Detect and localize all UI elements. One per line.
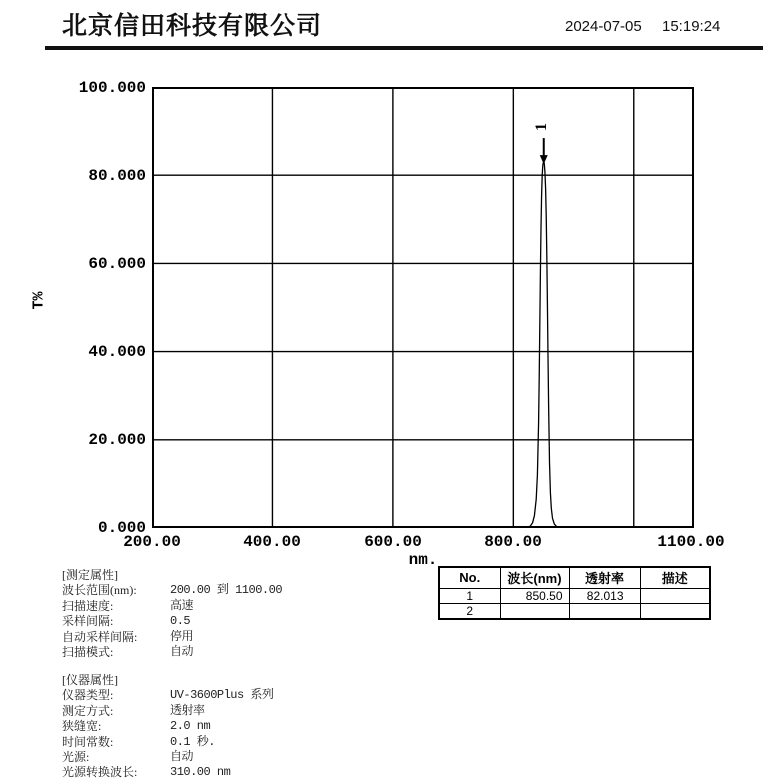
x-tick-800: 800.00	[484, 533, 542, 551]
peak-table-header-description: 描述	[640, 567, 710, 588]
peak-table-header-row	[439, 567, 710, 588]
property-label: 采样间隔:	[62, 614, 114, 629]
peak-2-no: 2	[439, 603, 500, 619]
property-row	[62, 583, 282, 598]
measurement-properties-block	[62, 568, 282, 660]
peak-1-description	[640, 588, 710, 603]
property-label: 波长范围(nm):	[62, 583, 137, 598]
y-tick-20: 20.000	[88, 431, 146, 449]
measurement-properties-title: [测定属性]	[62, 568, 118, 582]
property-value: 0.1 秒.	[170, 734, 216, 749]
y-tick-40: 40.000	[88, 343, 146, 361]
peak-2-transmittance	[569, 603, 640, 619]
property-label: 扫描模式:	[62, 645, 114, 660]
property-row	[62, 688, 273, 703]
peak-table-header-wavelength: 波长(nm)	[500, 567, 569, 588]
property-row	[62, 630, 282, 645]
property-value: 停用	[170, 629, 194, 644]
property-value: 透射率	[170, 703, 205, 718]
x-tick-200: 200.00	[123, 533, 181, 551]
property-label: 时间常数:	[62, 734, 114, 749]
header-divider	[45, 46, 763, 50]
y-tick-60: 60.000	[88, 255, 146, 273]
y-tick-0: 0.000	[97, 519, 146, 537]
y-tick-80: 80.000	[88, 167, 146, 185]
property-label: 测定方式:	[62, 703, 114, 718]
property-label: 狭缝宽:	[62, 719, 102, 734]
plot-canvas	[152, 87, 694, 528]
property-row	[62, 765, 273, 779]
peak-1-wavelength: 850.50	[500, 588, 569, 603]
peak-2-wavelength	[500, 603, 569, 619]
instrument-properties-title: [仪器属性]	[62, 673, 118, 687]
property-value: 自动	[170, 645, 194, 660]
peak-table	[438, 566, 711, 620]
peak-table-row-1	[439, 588, 710, 603]
x-tick-600: 600.00	[364, 533, 422, 551]
property-row	[62, 750, 273, 765]
peak-2-description	[640, 603, 710, 619]
property-label: 仪器类型:	[62, 688, 114, 703]
property-row	[62, 599, 282, 614]
peak-annotation-label: 1	[533, 123, 550, 131]
property-row	[62, 614, 282, 629]
report-time: 15:19:24	[662, 18, 721, 35]
x-tick-1100: 1100.00	[657, 533, 725, 551]
property-label: 自动采样间隔:	[62, 629, 138, 644]
property-value: 自动	[170, 750, 194, 765]
peak-1-transmittance: 82.013	[569, 588, 640, 603]
y-tick-100: 100.000	[78, 79, 146, 97]
property-label: 光源:	[62, 750, 90, 765]
report-date: 2024-07-05	[565, 18, 642, 35]
property-value: UV-3600Plus 系列	[170, 688, 274, 703]
peak-1-no: 1	[439, 588, 500, 603]
peak-table-header-transmittance: 透射率	[569, 567, 640, 588]
property-value: 310.00 nm	[170, 765, 231, 779]
spectrum-plot	[152, 87, 694, 528]
property-row	[62, 645, 282, 660]
property-value: 2.0 nm	[170, 719, 211, 734]
property-value: 0.5	[170, 614, 191, 629]
instrument-properties-block	[62, 673, 273, 779]
property-value: 200.00 到 1100.00	[170, 583, 283, 598]
property-value: 高速	[170, 598, 194, 613]
property-label: 光源转换波长:	[62, 765, 138, 779]
property-row	[62, 704, 273, 719]
x-tick-400: 400.00	[243, 533, 301, 551]
company-title: 北京信田科技有限公司	[62, 12, 323, 40]
property-label: 扫描速度:	[62, 598, 114, 613]
peak-table-row-2	[439, 603, 710, 619]
peak-table-header-no: No.	[439, 567, 500, 588]
x-axis-unit: nm.	[408, 551, 438, 569]
property-row	[62, 719, 273, 734]
y-axis-title: T%	[30, 291, 48, 310]
property-row	[62, 735, 273, 750]
